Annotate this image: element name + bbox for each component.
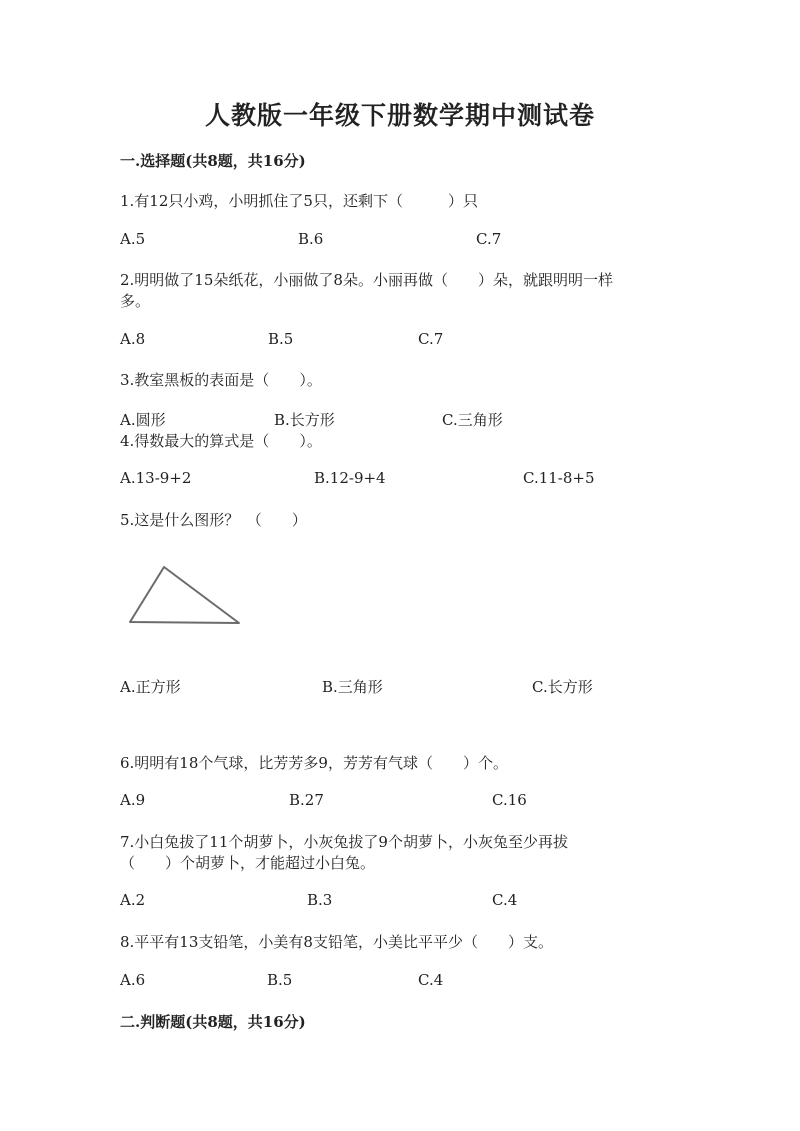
q1-option-c: C.7: [476, 230, 502, 248]
q7-option-b: B.3: [307, 891, 333, 909]
question-4: 4.得数最大的算式是（ ）。: [120, 432, 322, 450]
triangle-figure: [120, 560, 250, 630]
q4-option-a: A.13-9+2: [120, 469, 192, 487]
q1-option-a: A.5: [120, 230, 146, 248]
question-6: 6.明明有18个气球，比芳芳多9，芳芳有气球（ ）个。: [120, 754, 508, 772]
q8-option-c: C.4: [418, 971, 444, 989]
q4-option-b: B.12-9+4: [314, 469, 386, 487]
section-heading-choice: 一.选择题(共8题，共16分): [120, 152, 306, 170]
q3-option-c: C.三角形: [442, 411, 503, 429]
page-title: 人教版一年级下册数学期中测试卷: [204, 101, 595, 130]
q5-option-a: A.正方形: [120, 678, 181, 696]
q5-option-c: C.长方形: [532, 678, 593, 696]
q6-option-c: C.16: [492, 791, 527, 809]
q7-option-a: A.2: [120, 891, 146, 909]
question-7-line-2: （ ）个胡萝卜，才能超过小白兔。: [120, 854, 376, 872]
q3-option-b: B.长方形: [274, 411, 335, 429]
question-8: 8.平平有13支铅笔，小美有8支铅笔，小美比平平少（ ）支。: [120, 933, 553, 951]
q8-option-a: A.6: [120, 971, 146, 989]
q2-option-c: C.7: [418, 330, 444, 348]
q2-option-a: A.8: [120, 330, 146, 348]
question-5: 5.这是什么图形？ （ ）: [120, 511, 307, 529]
q3-option-a: A.圆形: [120, 411, 166, 429]
q8-option-b: B.5: [267, 971, 293, 989]
q5-option-b: B.三角形: [322, 678, 383, 696]
question-2-line-1: 2.明明做了15朵纸花，小丽做了8朵。小丽再做（ ）朵，就跟明明一样: [120, 271, 613, 289]
question-7-line-1: 7.小白兔拔了11个胡萝卜，小灰兔拔了9个胡萝卜，小灰兔至少再拔: [120, 833, 568, 851]
q2-option-b: B.5: [268, 330, 294, 348]
q4-option-c: C.11-8+5: [523, 469, 595, 487]
section-heading-true-false: 二.判断题(共8题，共16分): [120, 1013, 306, 1031]
q7-option-c: C.4: [492, 891, 518, 909]
q6-option-b: B.27: [289, 791, 324, 809]
question-1: 1.有12只小鸡，小明抓住了5只，还剩下（ ）只: [120, 192, 478, 210]
triangle-shape: [130, 567, 239, 623]
question-3: 3.教室黑板的表面是（ ）。: [120, 371, 322, 389]
q6-option-a: A.9: [120, 791, 146, 809]
question-2-line-2: 多。: [120, 292, 151, 310]
q1-option-b: B.6: [298, 230, 324, 248]
